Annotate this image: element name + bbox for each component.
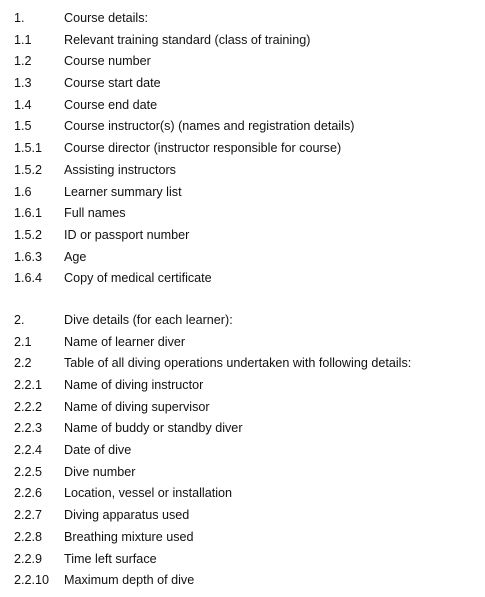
item-number: 1.5 [14,119,32,134]
item-text: Relevant training standard (class of training) [64,32,311,47]
item-text: Course number [64,54,151,69]
item-number: 2.2 [14,356,32,371]
item-number: 1.6.1 [14,206,43,221]
item-text: Copy of medical certificate [64,271,212,286]
item-number: 2.2.5 [14,464,43,479]
list-item [14,483,485,505]
list-item [14,95,485,117]
list-item [14,8,485,30]
item-number: 1.2 [14,54,32,69]
list-item [14,51,485,73]
list-item [14,549,485,571]
list-item [14,418,485,440]
item-text: Table of all diving operations undertaken with following details: [64,356,412,371]
item-text: Time left surface [64,551,157,566]
list-item [14,182,485,204]
list-item [14,73,485,95]
item-number: 1.3 [14,76,32,91]
item-number: 2.2.3 [14,421,43,436]
item-number: 1.5.1 [14,141,43,156]
item-number: 2.2.4 [14,443,43,458]
item-text: Name of learner diver [64,334,186,349]
item-number: 1.6 [14,184,32,199]
item-number: 2.2.2 [14,399,43,414]
item-number: 2.2.6 [14,486,43,501]
list-item [14,203,485,225]
item-number: 2.2.7 [14,508,43,523]
item-number: 2.2.8 [14,529,43,544]
list-item [14,397,485,419]
list-item [14,440,485,462]
list-item [14,375,485,397]
item-text: Course director (instructor responsible for course) [64,141,342,156]
item-text: Course details: [64,11,148,25]
item-text: Diving apparatus used [64,508,190,523]
item-text: Breathing mixture used [64,529,194,544]
item-number: 1.5.2 [14,227,43,242]
dive-details-section [14,310,485,592]
item-number: 2.1 [14,334,32,349]
list-item [14,116,485,138]
item-text: Assisting instructors [64,162,176,177]
item-number: 1.4 [14,97,32,112]
item-text: Age [64,249,87,264]
item-text: Course end date [64,97,158,112]
list-item [14,527,485,549]
item-number: 2.2.9 [14,551,43,566]
item-number: 2. [14,312,25,327]
list-item [14,570,485,592]
item-text: Maximum depth of dive [64,573,195,588]
item-number: 2.2.1 [14,378,43,392]
item-number: 1. [14,11,25,25]
item-number: 1.1 [14,32,32,47]
item-text: Location, vessel or installation [64,486,233,501]
item-number: 1.6.3 [14,249,43,264]
item-text: Name of diving instructor [64,378,204,392]
item-number: 2.2.10 [14,573,50,588]
item-text: Course start date [64,76,161,91]
item-number: 1.5.2 [14,162,43,177]
list-item [14,332,485,354]
list-item [14,268,485,290]
list-item [14,353,485,375]
item-text: Learner summary list [64,184,182,199]
item-text: Dive details (for each learner): [64,312,233,327]
course-details-section [14,8,485,290]
item-text: ID or passport number [64,227,190,242]
list-item [14,225,485,247]
list-item [14,160,485,182]
item-text: Name of diving supervisor [64,399,210,414]
list-item [14,310,485,332]
item-text: Full names [64,206,126,221]
list-item [14,462,485,484]
list-item [14,247,485,269]
list-item [14,30,485,52]
list-item [14,505,485,527]
list-item [14,138,485,160]
item-number: 1.6.4 [14,271,43,286]
item-text: Dive number [64,464,136,479]
item-text: Course instructor(s) (names and registration details) [64,119,355,134]
item-text: Date of dive [64,443,132,458]
item-text: Name of buddy or standby diver [64,421,243,436]
